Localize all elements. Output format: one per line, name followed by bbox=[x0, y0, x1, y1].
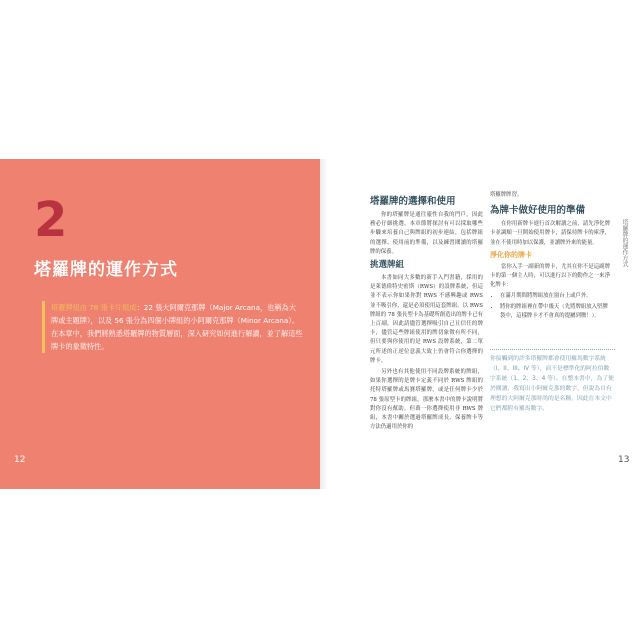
left-page-number: 12 bbox=[14, 455, 26, 465]
cleansing-list bbox=[490, 292, 610, 321]
subheading-cleansing: 淨化你的牌卡 bbox=[490, 250, 532, 259]
chapter-number: 2 bbox=[34, 192, 67, 248]
chapter-title: 塔羅牌的運作方式 bbox=[34, 260, 178, 280]
chapter-intro bbox=[42, 301, 303, 353]
paragraph: 在你用新牌卡進行首次解讀之前，請先淨化牌卡並調順一旦開始使用牌卡，請保持牌卡的庫淨，並在不使用時加以保護，並讀牌外來的能量。 bbox=[490, 221, 610, 246]
right-page bbox=[320, 159, 640, 489]
list-item: • 將你的牌組裡在帶中幾天（先將牌組放入堅膠袋中，這樣牌卡才不會真的提屬到鹽！）。 bbox=[500, 303, 610, 321]
intro-highlight: 塔羅牌組由 78 張卡片組成 bbox=[51, 303, 137, 312]
callout-note: 你接觸到的許多塔羅牌都會使用羅馬數字系統（I、II、III、IV 等），而不是標準化的阿拉伯數字系統（1、2、3、4 等）。在整本書中，為了便於閱讀，我寫出小阿爾克那的數字，但說為自有理想的大阿爾克那時尚的是名稱，因此在本文中它們都附有羅馬數字。 bbox=[490, 349, 615, 414]
book-gutter bbox=[320, 159, 328, 489]
paragraph: 另外也有其他使用不同設牌系統的牌組，如果你選擇的是牌卡定義不同於 RWS 牌組的托特塔羅牌或馬賽塔羅牌，或是任何牌卡少於 78 張原型卡的牌組，那麼本書中的牌卡說明將對你沒有幫助。但萬一你選擇使用非 RWS 牌組，本書中關於選過塔羅牌成長、保養牌卡等方法仍適用於你的 bbox=[370, 369, 483, 431]
book-spread bbox=[0, 159, 640, 489]
section-heading-choosing: 塔羅牌的選擇和使用 bbox=[370, 196, 456, 207]
subheading-choosing-deck: 挑選牌組 bbox=[370, 260, 405, 271]
section-heading-preparing: 為牌卡做好使用的準備 bbox=[490, 205, 586, 217]
list-item: • 在滿月期間將牌組放在窗台上或戶外。 bbox=[500, 292, 610, 301]
paragraph: 本書如同大多數的新手入門書籍，採用的是萊德偉特史密斯（RWS）的設牌系統，但這並不表示你如果你對 RWS 不感興趣或 RWS 並不吸引你，還是必須使用這套牌組。以 RWS 牌組的 78 張長型卡為基礎所創造出的牌卡已有上百副，因此請儘管選擇吸引自己且信任的牌卡，儘管這些牌組使用的牌切象徵有所不同，但只要與你使用的是 RWS 設牌系統，第二單元所述的正逆位意義大致上仍會符合你選擇的牌卡。 bbox=[370, 275, 483, 364]
paragraph-continued: 塔羅牌牌習。 bbox=[490, 192, 523, 198]
column-right bbox=[490, 191, 610, 322]
paragraph: 你的塔羅牌是通往靈性自我的門戶，因此務必仔細挑選。本章節將探討有可以採取哪些步驟來培養自己與牌組的初步連結，包括牌組的選擇、使用前的準備，以及練習閱讀的塔羅牌的保養。 bbox=[370, 212, 483, 255]
column-left bbox=[370, 195, 483, 434]
right-page-number: 13 bbox=[618, 455, 630, 465]
running-header: 塔羅牌的運作方式 bbox=[621, 219, 628, 267]
intro-text: ：22 張大阿爾克那牌（Major Arcana，也稱為大牌或主題牌），以及 56 張分為四個小牌組的小阿爾克那牌（Minor Arcana）。在本章中，我們將熟悉塔羅牌的物質層面，深入研究如何進行解讀，並了解這些牌卡的象徵特性。 bbox=[51, 303, 303, 351]
left-page bbox=[0, 159, 320, 489]
paragraph: 當你入手一副新的牌卡，尤其在你不是這副牌卡的第一個主人時，可以進行以下的動作之一來淨化牌卡： bbox=[490, 263, 610, 289]
